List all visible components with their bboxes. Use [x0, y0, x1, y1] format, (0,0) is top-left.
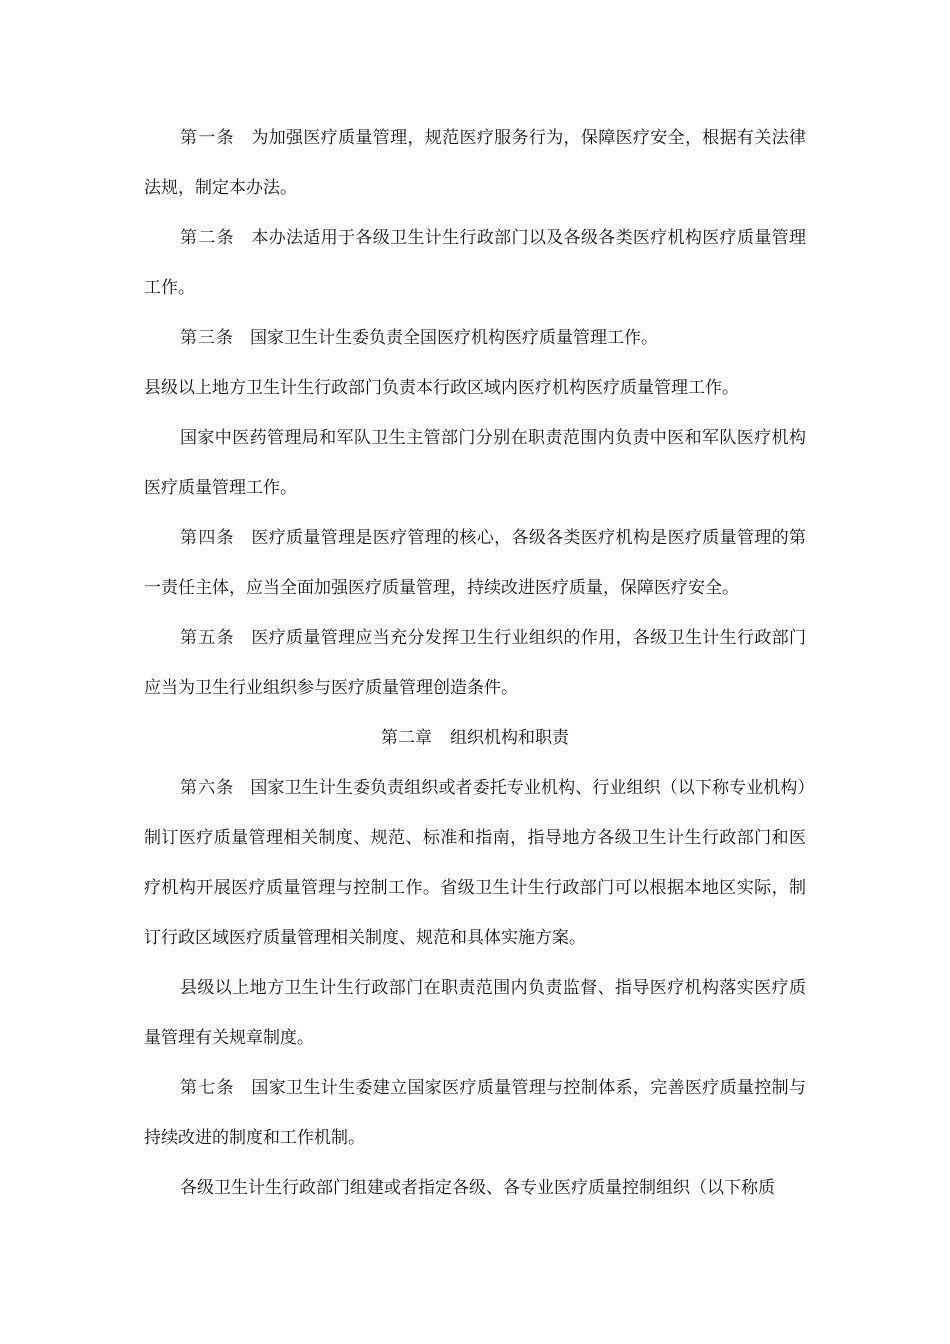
paragraph-text: 各级卫生计生行政部门组建或者指定各级、各专业医疗质量控制组织（以下称质 — [180, 1178, 775, 1198]
article-text: 医疗质量管理应当充分发挥卫生行业组织的作用，各级卫生计生行政部门应当为卫生行业组织参与医疗质量管理创造条件。 — [144, 628, 807, 698]
article-3-clause-2 — [144, 363, 806, 413]
article-4 — [144, 513, 806, 613]
chapter-heading — [144, 713, 806, 763]
document-body — [144, 113, 806, 1213]
article-3 — [144, 313, 806, 363]
article-1 — [144, 113, 806, 213]
article-number: 第七条 — [180, 1078, 236, 1098]
article-6-clause-2 — [144, 963, 806, 1063]
article-number: 第一条 — [180, 128, 236, 148]
article-text: 国家卫生计生委负责组织或者委托专业机构、行业组织（以下称专业机构）制订医疗质量管理相关制度、规范、标准和指南，指导地方各级卫生计生行政部门和医疗机构开展医疗质量管理与控制工作。省级卫生计生行政部门可以根据本地区实际，制订行政区域医疗质量管理相关制度、规范和具体实施方案。 — [144, 778, 807, 948]
article-2 — [144, 213, 806, 313]
article-6 — [144, 763, 806, 963]
chapter-title: 组织机构和职责 — [450, 728, 569, 748]
article-number: 第四条 — [180, 528, 236, 548]
article-7-clause-2 — [144, 1163, 806, 1213]
paragraph-text: 县级以上地方卫生计生行政部门在职责范围内负责监督、指导医疗机构落实医疗质量管理有关规章制度。 — [144, 978, 806, 1048]
article-number: 第二条 — [180, 228, 236, 248]
article-number: 第三条 — [180, 328, 234, 348]
article-3-clause-3 — [144, 413, 806, 513]
article-text: 国家卫生计生委负责全国医疗机构医疗质量管理工作。 — [250, 328, 658, 348]
chapter-number: 第二章 — [381, 728, 432, 748]
article-text: 医疗质量管理是医疗管理的核心，各级各类医疗机构是医疗质量管理的第一责任主体，应当全面加强医疗质量管理，持续改进医疗质量，保障医疗安全。 — [144, 528, 807, 598]
article-text: 本办法适用于各级卫生计生行政部门以及各级各类医疗机构医疗质量管理工作。 — [144, 228, 807, 298]
article-5 — [144, 613, 806, 713]
article-text: 为加强医疗质量管理，规范医疗服务行为，保障医疗安全，根据有关法律法规，制定本办法。 — [144, 128, 807, 198]
article-number: 第五条 — [180, 628, 236, 648]
paragraph-text: 县级以上地方卫生计生行政部门负责本行政区域内医疗机构医疗质量管理工作。 — [144, 378, 739, 398]
article-number: 第六条 — [180, 778, 235, 798]
article-text: 国家卫生计生委建立国家医疗质量管理与控制体系，完善医疗质量控制与持续改进的制度和工作机制。 — [144, 1078, 807, 1148]
article-7 — [144, 1063, 806, 1163]
paragraph-text: 国家中医药管理局和军队卫生主管部门分别在职责范围内负责中医和军队医疗机构医疗质量管理工作。 — [144, 428, 806, 498]
